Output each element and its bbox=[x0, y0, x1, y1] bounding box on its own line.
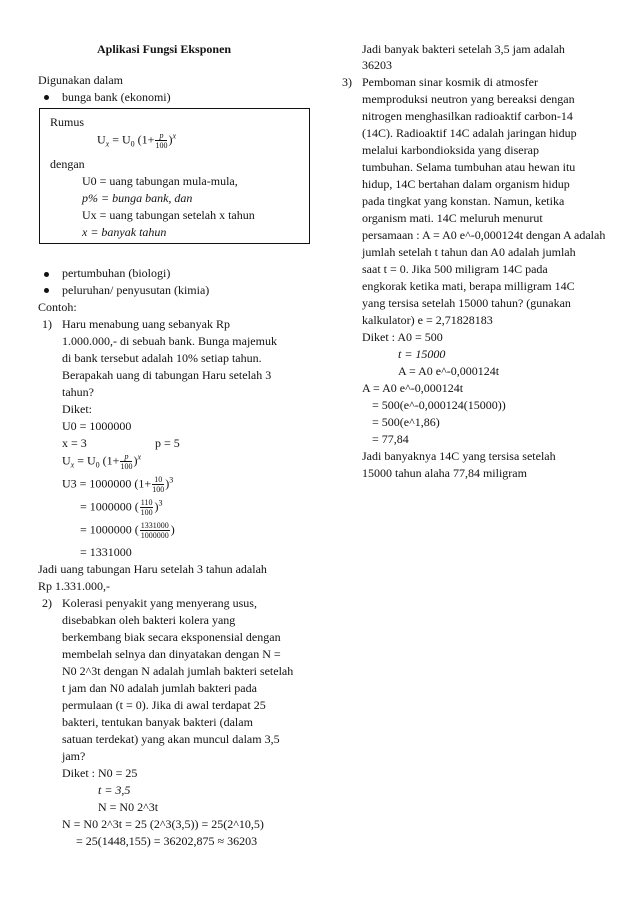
example-3-line: kalkulator) e = 2,71828183 bbox=[362, 313, 493, 327]
bullet-dot bbox=[44, 288, 49, 293]
bullet-dot bbox=[44, 272, 49, 277]
example-3-line: persamaan : A = A0 e^-0,000124t dengan A adalah bbox=[362, 228, 606, 242]
example-1-conclusion: Jadi uang tabungan Haru setelah 3 tahun adalah bbox=[38, 562, 267, 576]
example-3-line: saat t = 0. Jika 500 miligram 14C pada bbox=[362, 262, 548, 276]
contoh-label: Contoh: bbox=[38, 300, 77, 314]
example-3-calc: A = A0 e^-0,000124t bbox=[362, 381, 464, 395]
example-1-line: 1.000.000,- di sebuah bank. Bunga majemuk bbox=[62, 334, 277, 348]
example-1-step-2: = 1000000 ( $\frac{110}{100}$ )$^3$ bbox=[80, 498, 163, 517]
example-3-line: tumbuhan. Selama tumbuhan atau hewan itu bbox=[362, 160, 576, 174]
example-3-calc: = 77,84 bbox=[372, 432, 409, 446]
example-3-t: t = 15000 bbox=[398, 347, 446, 361]
bullet-dot bbox=[44, 95, 49, 100]
example-3-calc: = 500(e^-0,000124(15000)) bbox=[372, 398, 506, 412]
page-title: Aplikasi Fungsi Eksponen bbox=[97, 42, 232, 56]
bullet-pertumbuhan: pertumbuhan (biologi) bbox=[62, 266, 171, 280]
example-1-p: p = 5 bbox=[155, 436, 180, 450]
example-3-line: melalui karbondioksida yang diserap bbox=[362, 143, 539, 157]
example-3-line: pada tingkat yang konstan. Namun, ketika bbox=[362, 194, 565, 208]
example-2-line: berkembang biak secara eksponensial dengan bbox=[62, 630, 281, 644]
example-3-line: memproduksi neutron yang bereaksi dengan bbox=[362, 92, 575, 106]
example-2-calc: = 25(1448,155) = 36202,875 ≈ 36203 bbox=[76, 834, 258, 848]
example-2-line: disebabkan oleh bakteri kolera yang bbox=[62, 613, 236, 627]
example-1-line: U0 = 1000000 bbox=[62, 419, 132, 433]
example-2-answer: Jadi banyak bakteri setelah 3,5 jam adalah bbox=[362, 42, 565, 56]
example-2-line: N0 2^3t dengan N adalah jumlah bakteri setelah bbox=[62, 664, 294, 678]
example-1-x: x = 3 bbox=[62, 436, 87, 450]
example-3-line: hidup, 14C bertahan dalam organism hidup bbox=[362, 177, 570, 191]
example-2-diket: Diket : N0 = 25 bbox=[62, 766, 138, 780]
example-3-calc: = 500(e^1,86) bbox=[372, 415, 440, 429]
example-3-line: (14C). Radioaktif 14C adalah jaringan hidup bbox=[362, 126, 577, 140]
example-2-line: jam? bbox=[62, 749, 86, 763]
example-2-t: t = 3,5 bbox=[98, 783, 131, 797]
intro-text: Digunakan dalam bbox=[38, 73, 123, 87]
example-1-line: tahun? bbox=[62, 385, 94, 399]
example-2-n: N = N0 2^3t bbox=[98, 800, 159, 814]
example-1-line: Diket: bbox=[62, 402, 92, 416]
example-2-answer: 36203 bbox=[362, 58, 392, 72]
box-def-ux: Ux = uang tabungan setelah x tahun bbox=[82, 208, 255, 222]
example-1-formula: $U_x = U_0$ (1+ $\frac{p}{100}$ )$^x$ bbox=[62, 452, 141, 471]
example-3-line: engkorak ketika mati, berapa milligram 14C bbox=[362, 279, 575, 293]
example-2-line: bakteri, tentukan banyak bakteri (dalam bbox=[62, 715, 253, 729]
example-2-line: Kolerasi penyakit yang menyerang usus, bbox=[62, 596, 257, 610]
example-3-line: nitrogen menghasilkan radioaktif carbon-14 bbox=[362, 109, 573, 123]
example-3-line: organism mati. 14C meluruh menurut bbox=[362, 211, 543, 225]
example-3-a: A = A0 e^-0,000124t bbox=[398, 364, 500, 378]
example-1-step-3: = 1000000 ( $\frac{1331000}{1000000}$ ) bbox=[80, 521, 175, 540]
example-3-number: 3) bbox=[342, 75, 352, 89]
example-1-line: di bank tersebut adalah 10% setiap tahun. bbox=[62, 351, 262, 365]
example-1-number: 1) bbox=[42, 317, 52, 331]
example-3-line: jumlah setelah t tahun dan A0 adalah jumlah bbox=[362, 245, 576, 259]
box-rumus-label: Rumus bbox=[50, 115, 85, 129]
box-def-u0: U0 = uang tabungan mula-mula, bbox=[82, 174, 238, 188]
box-def-x: x = banyak tahun bbox=[82, 225, 167, 239]
example-3-conclusion: 15000 tahun alaha 77,84 miligram bbox=[362, 466, 527, 480]
example-1-conclusion: Rp 1.331.000,- bbox=[38, 579, 110, 593]
example-2-line: permulaan (t = 0). Jika di awal terdapat 25 bbox=[62, 698, 266, 712]
example-3-conclusion: Jadi banyaknya 14C yang tersisa setelah bbox=[362, 449, 556, 463]
example-2-line: t jam dan N0 adalah jumlah bakteri pada bbox=[62, 681, 257, 695]
example-2-number: 2) bbox=[42, 596, 52, 610]
example-3-line: Pemboman sinar kosmik di atmosfer bbox=[362, 75, 538, 89]
example-1-line: Haru menabung uang sebanyak Rp bbox=[62, 317, 230, 331]
example-2-calc: N = N0 2^3t = 25 (2^3(3,5)) = 25(2^10,5) bbox=[62, 817, 264, 831]
bullet-peluruhan: peluruhan/ penyusutan (kimia) bbox=[62, 283, 210, 297]
example-2-line: satuan terdekat) yang akan muncul dalam 3,5 bbox=[62, 732, 280, 746]
example-1-line: Berapakah uang di tabungan Haru setelah 3 bbox=[62, 368, 272, 382]
example-2-line: membelah selnya dan dinyatakan dengan N = bbox=[62, 647, 281, 661]
box-dengan-label: dengan bbox=[50, 157, 85, 171]
example-3-diket: Diket : A0 = 500 bbox=[362, 330, 443, 344]
example-1-result: = 1331000 bbox=[80, 545, 132, 559]
bullet-bunga-bank: bunga bank (ekonomi) bbox=[62, 90, 171, 104]
example-3-line: yang tersisa setelah 15000 tahun? (gunakan bbox=[362, 296, 571, 310]
box-def-p: p% = bunga bank, dan bbox=[82, 191, 193, 205]
box-formula: $U_x = U_0$ (1+ $\frac{p}{100}$ )$^x$ bbox=[97, 131, 176, 150]
example-1-step-1: U3 = 1000000 (1+ $\frac{10}{100}$ )$^3$ bbox=[62, 475, 174, 494]
